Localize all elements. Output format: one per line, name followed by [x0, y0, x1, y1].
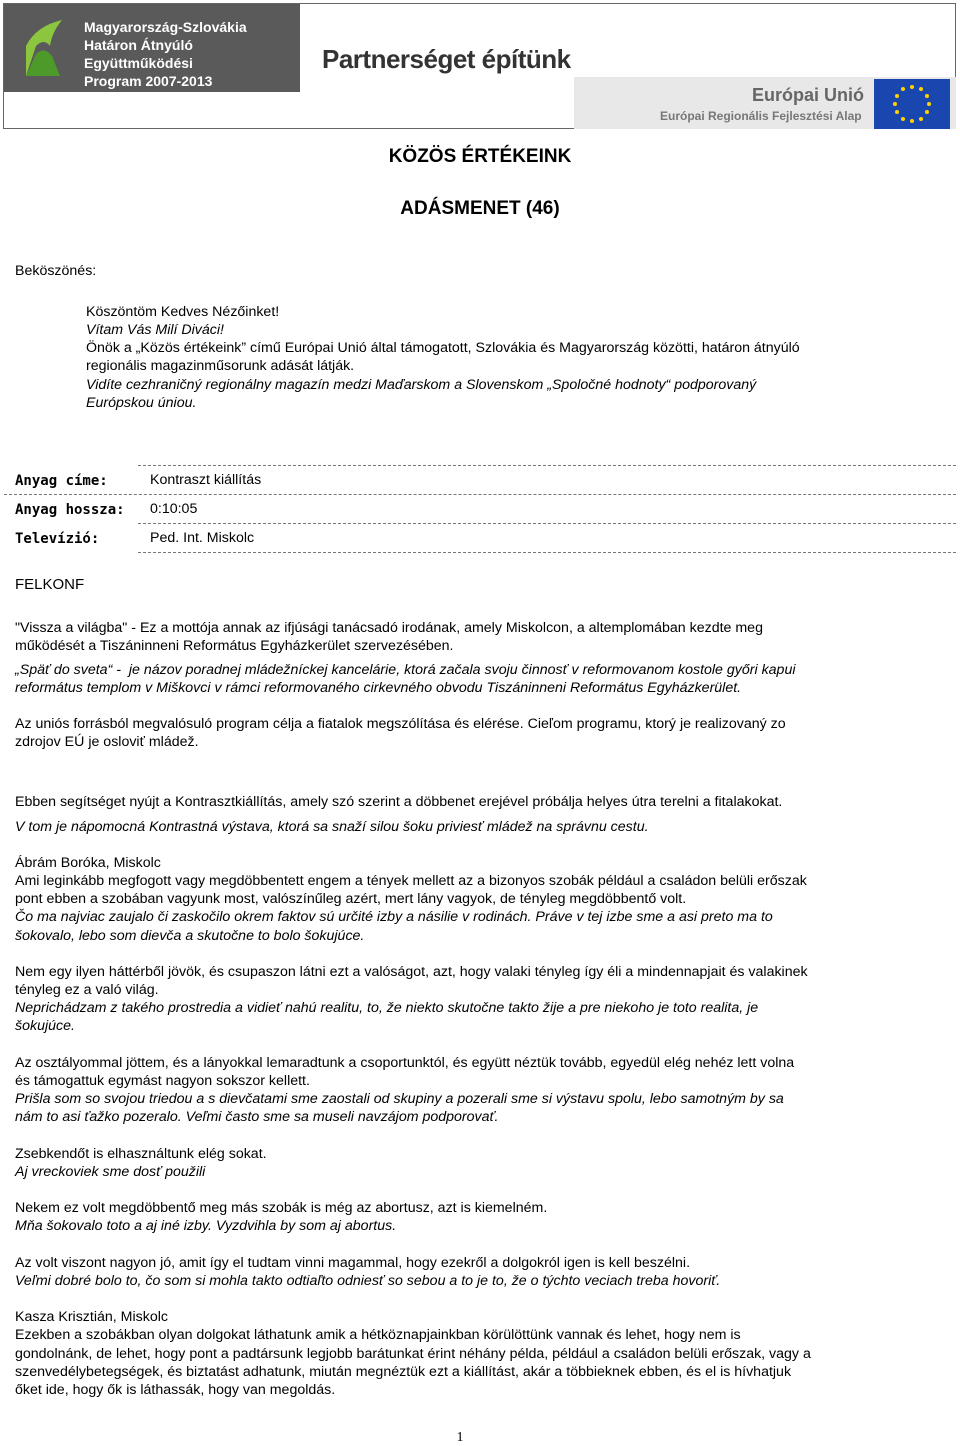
- greeting-line: Vítam Vás Milí Diváci!: [86, 322, 224, 338]
- meta-length-label: Anyag hossza:: [15, 502, 125, 518]
- mountain-logo-icon: [22, 16, 66, 80]
- body-line: Nekem ez volt megdöbbentő meg más szobák is még az abortusz, azt is kiemelném.: [15, 1200, 548, 1216]
- body-line: zdrojov EÚ je osloviť mládež.: [15, 734, 199, 750]
- eu-fund: Európai Regionális Fejlesztési Alap: [660, 109, 862, 123]
- body-line: őket ide, hogy ők is láthassák, hogy van megoldás.: [15, 1382, 336, 1398]
- body-line: Az osztályommal jöttem, és a lányokkal lemaradtunk a csoportunktól, és együtt néztük tovább, egyedül elég nehéz lett volna: [15, 1055, 795, 1071]
- body-line: Az uniós forrásból megvalósuló program célja a fiatalok megszólítása és elérése. Cieľom programu, ktorý je realizovaný zo: [15, 716, 786, 732]
- body-line: Neprichádzam z takého prostredia a vidieť nahú realitu, to, že niekto skutočne takto žije a pre niekoho je toto realita, je: [15, 1000, 759, 1016]
- body-line: működését a Tiszáninneni Református Egyházkerület szervezésében.: [15, 638, 454, 654]
- body-line: Nem egy ilyen háttérből jövök, és csupaszon látni ezt a valóságot, azt, hogy valaki tényleg így éli a mindennapjait és valakinek: [15, 964, 808, 980]
- body-line: nám to asi ťažko pozeralo. Veľmi často sme sa museli navzájom podporovať.: [15, 1109, 499, 1125]
- greeting-label: Beköszönés:: [15, 263, 97, 279]
- document-title: KÖZÖS ÉRTÉKEINK: [388, 146, 572, 167]
- page-number: 1: [456, 1430, 464, 1445]
- body-line: šokujúce.: [15, 1018, 75, 1034]
- body-line: református templom v Miškovci v rámci reformovaného cirkevného obvodu Tiszáninneni Református Egyházkerület.: [15, 680, 742, 696]
- speaker-name: Kasza Krisztián, Miskolc: [15, 1309, 168, 1325]
- body-line: šokovalo, lebo som dievča a skutočne to bolo šokujúce.: [15, 928, 365, 944]
- body-line: Čo ma najviac zaujalo či zaskočilo okrem faktov sú určité izby a násilie v rodinách. Práve v tej izbe sme a asi preto ma to: [15, 909, 773, 925]
- header-banner: [3, 3, 956, 129]
- body-line: "Vissza a világba" - Ez a mottója annak az ifjúsági tanácsadó irodának, amely Miskolcon, a altemplomában kezdte meg: [15, 620, 763, 636]
- body-line: Prišla som so svojou triedou a s dievčatami sme zaostali od skupiny a pozerali sme si výstavu spolu, lebo samotným by sa: [15, 1091, 784, 1107]
- body-line: Az volt viszont nagyon jó, amit így el tudtam vinni magammal, hogy ezekről a dolgokról igen is kell beszélni.: [15, 1255, 691, 1271]
- section-heading: FELKONF: [15, 576, 85, 593]
- body-line: Aj vreckoviek sme dosť použili: [15, 1164, 206, 1180]
- greeting-line: regionális magazinműsorunk adását látják.: [86, 358, 355, 374]
- body-line: szenvedélybetegségek, és biztatást adhatunk, miután megnéztük ezt a kiállítást, akár a többieknek ebben, és el is hívhatjuk: [15, 1364, 792, 1380]
- divider: [138, 552, 956, 553]
- meta-tv-value: Ped. Int. Miskolc: [150, 530, 255, 546]
- speaker-name: Ábrám Boróka, Miskolc: [15, 855, 161, 871]
- document-subtitle: ADÁSMENET (46): [400, 198, 560, 219]
- meta-title-label: Anyag címe:: [15, 473, 108, 489]
- body-line: V tom je nápomocná Kontrastná výstava, ktorá sa snaží silou šoku priviesť mládež na správnu cestu.: [15, 819, 649, 835]
- body-line: tényleg ez a való világ.: [15, 982, 159, 998]
- body-line: Ami leginkább megfogott vagy megdöbbentett engem a tények mellett az a bizonyos szobák például a családon belüli erőszak: [15, 873, 807, 889]
- program-logo-text: Magyarország-Szlovákia Határon Átnyúló Együttműködési Program 2007-2013: [84, 19, 247, 89]
- body-line: Ebben segítséget nyújt a Kontrasztkiállítás, amely szó szerint a döbbenet erejével próbálja helyes útra terelni a fitalakokat.: [15, 794, 783, 810]
- body-line: gondolnánk, de lehet, hogy pont a padtársunk legjobb barátunkat érint néhány példa, például a családon belüli erőszak, vagy a: [15, 1346, 811, 1362]
- greeting-line: Önök a „Közös értékeink” című Európai Unió által támogatott, Szlovákia és Magyarország közötti, határon átnyúló: [86, 340, 800, 356]
- greeting-line: Vidíte cezhraničný regionálny magazín medzi Maďarskom a Slovenskom „Spoločné hodnoty“ podporovaný: [86, 377, 757, 393]
- body-line: Zsebkendőt is elhasználtunk elég sokat.: [15, 1146, 267, 1162]
- meta-tv-label: Televízió:: [15, 531, 100, 547]
- eu-title: Európai Unió: [752, 85, 864, 105]
- greeting-line: Köszöntöm Kedves Nézőinket!: [86, 304, 280, 320]
- program-logo: [4, 4, 300, 92]
- divider: [138, 523, 956, 524]
- divider: [4, 494, 956, 495]
- meta-title-value: Kontraszt kiállítás: [150, 472, 262, 488]
- body-line: Ezekben a szobákban olyan dolgokat láthatunk amik a hétköznapjainkban körülöttünk vannak és lehet, hogy nem is: [15, 1327, 741, 1343]
- body-line: Mňa šokovalo toto a aj iné izby. Vyzdvihla by som aj abortus.: [15, 1218, 397, 1234]
- slogan: Partnerséget építünk: [322, 44, 571, 74]
- greeting-line: Európskou úniou.: [86, 395, 197, 411]
- divider: [138, 465, 956, 466]
- meta-length-value: 0:10:05: [150, 501, 198, 517]
- body-line: Veľmi dobré bolo to, čo som si mohla takto odtiaľto odniesť so sebou a to je to, že o týchto veciach treba hovoriť.: [15, 1273, 721, 1289]
- eu-logo-block: [574, 77, 956, 129]
- body-line: és támogattuk egymást nagyon sokszor kellett.: [15, 1073, 310, 1089]
- eu-flag-icon: [874, 79, 950, 129]
- body-line: „Späť do sveta“ - je názov poradnej mládežníckej kancelárie, ktorá začala svoju činnosť v reformovanom kostole győri kapui: [15, 662, 796, 678]
- body-line: pont ebben a szobában vagyunk most, valószínűleg azért, mert lány vagyok, de tényleg megdöbbentő volt.: [15, 891, 687, 907]
